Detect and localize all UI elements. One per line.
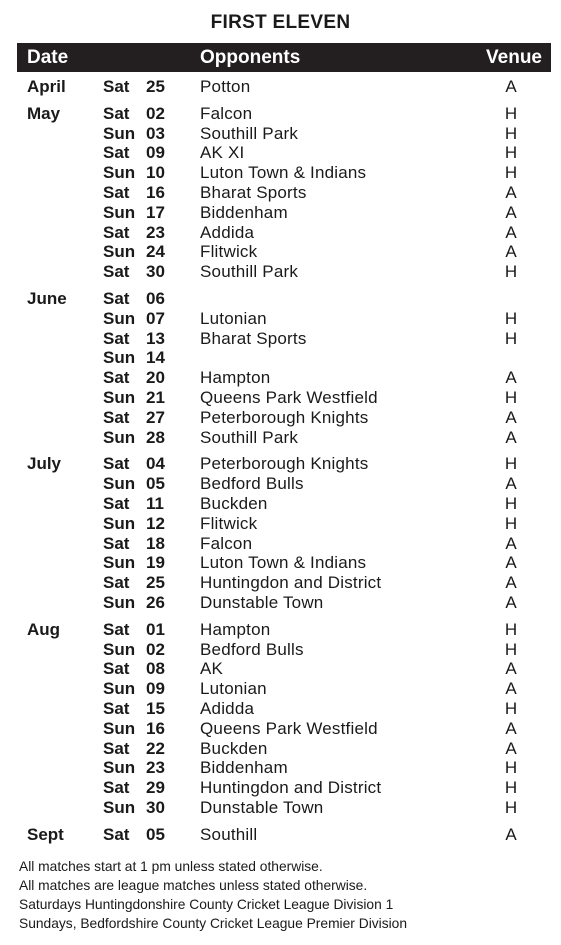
fixture-venue: A	[505, 77, 517, 96]
fixture-date: 07	[146, 308, 165, 328]
table-row	[0, 104, 561, 124]
fixture-opponent: Southill Park	[200, 123, 299, 143]
fixture-date: 30	[146, 262, 165, 282]
fixture-day: Sat	[103, 368, 130, 388]
fixture-opponent: Bedford Bulls	[200, 639, 304, 659]
table-row	[0, 223, 561, 243]
fixture-opponent: Southill	[200, 824, 258, 844]
fixture-venue: A	[505, 222, 517, 242]
fixture-date: 05	[146, 474, 165, 494]
fixture-date: 01	[146, 619, 165, 639]
footnote: Sundays, Bedfordshire County Cricket League Premier Division	[19, 916, 408, 931]
fixture-date: 27	[146, 407, 165, 427]
fixture-date: 12	[146, 513, 165, 533]
table-row	[0, 203, 561, 223]
month-label: June	[27, 288, 67, 308]
fixture-opponent: Dunstable Town	[200, 592, 324, 612]
month-label: July	[27, 454, 62, 474]
fixture-opponent: Adidda	[200, 698, 255, 718]
fixture-venue: H	[504, 778, 518, 798]
fixture-opponent: Southill Park	[200, 262, 299, 282]
fixture-day: Sat	[103, 288, 130, 308]
fixture-venue: H	[504, 797, 518, 817]
fixture-opponent: Buckden	[200, 493, 268, 513]
fixture-day: Sat	[103, 143, 130, 163]
fixture-venue: H	[504, 493, 518, 513]
fixture-venue: H	[504, 103, 518, 123]
fixture-date: 03	[146, 123, 165, 143]
footnotes	[19, 857, 407, 933]
table-row	[0, 798, 561, 818]
table-row	[0, 388, 561, 408]
fixture-opponent: Peterborough Knights	[200, 454, 369, 474]
table-row	[0, 454, 561, 474]
fixture-date: 26	[146, 592, 165, 612]
fixture-day: Sun	[103, 348, 136, 368]
fixture-day: Sun	[103, 202, 136, 222]
fixture-date: 23	[146, 758, 165, 778]
table-row	[0, 514, 561, 534]
fixture-day: Sun	[103, 242, 136, 262]
fixture-date: 08	[146, 659, 165, 679]
table-row	[0, 289, 561, 309]
table-row	[0, 183, 561, 203]
fixture-opponent: Dunstable Town	[200, 797, 324, 817]
fixture-date: 15	[146, 698, 165, 718]
fixture-date: 16	[146, 182, 165, 202]
fixture-opponent: Huntingdon and District	[200, 778, 382, 798]
month-label: Aug	[27, 619, 61, 639]
fixture-venue: H	[504, 123, 518, 143]
fixture-opponent: Falcon	[200, 103, 253, 123]
table-row	[0, 77, 561, 97]
fixture-day: Sat	[103, 103, 130, 123]
fixture-day: Sun	[103, 758, 136, 778]
fixture-venue: A	[505, 407, 517, 427]
fixture-venue: H	[504, 513, 518, 533]
fixture-venue: H	[504, 454, 518, 474]
fixture-venue: H	[504, 639, 518, 659]
footnote: Saturdays Huntingdonshire County Cricket League Division 1	[19, 897, 394, 912]
footnote: All matches start at 1 pm unless stated otherwise.	[19, 859, 323, 874]
fixture-day: Sun	[103, 797, 136, 817]
fixture-opponent: Bharat Sports	[200, 182, 307, 202]
fixture-date: 02	[146, 639, 165, 659]
fixture-day: Sat	[103, 493, 130, 513]
table-row	[0, 758, 561, 778]
fixture-opponent: Biddenham	[200, 202, 288, 222]
table-row	[0, 242, 561, 262]
table-row	[0, 124, 561, 144]
fixture-date: 30	[146, 797, 165, 817]
fixture-day: Sat	[103, 659, 130, 679]
fixture-venue: H	[504, 163, 518, 183]
fixture-date: 29	[146, 778, 165, 798]
fixture-date: 18	[146, 533, 165, 553]
fixture-opponent: Lutonian	[200, 308, 267, 328]
fixture-date: 25	[146, 77, 165, 96]
month-label: May	[27, 103, 61, 123]
fixture-opponent: Queens Park Westfield	[200, 387, 378, 407]
fixture-date: 10	[146, 163, 165, 183]
fixture-opponent: AK XI	[200, 143, 245, 163]
fixture-venue: A	[505, 202, 517, 222]
table-row	[0, 474, 561, 494]
fixture-venue: A	[505, 718, 517, 738]
table-row	[0, 408, 561, 428]
fixture-opponent: AK	[200, 659, 224, 679]
fixture-venue: H	[504, 143, 518, 163]
table-row	[0, 309, 561, 329]
fixture-opponent: Buckden	[200, 738, 268, 758]
table-row	[0, 620, 561, 640]
table-row	[0, 143, 561, 163]
fixture-venue: A	[505, 738, 517, 758]
fixture-date: 04	[146, 454, 165, 474]
fixture-opponent: Addida	[200, 222, 255, 242]
fixture-date: 25	[146, 573, 165, 593]
table-row	[0, 659, 561, 679]
fixture-day: Sat	[103, 533, 130, 553]
fixture-date: 23	[146, 222, 165, 242]
fixture-day: Sat	[103, 698, 130, 718]
fixture-day: Sat	[103, 454, 130, 474]
fixture-day: Sat	[103, 824, 130, 844]
fixture-opponent: Peterborough Knights	[200, 407, 369, 427]
table-row	[0, 262, 561, 282]
fixture-venue: A	[505, 553, 517, 573]
table-row	[0, 494, 561, 514]
header-opponents: Opponents	[200, 47, 301, 68]
table-row	[0, 163, 561, 183]
table-row	[0, 778, 561, 798]
fixture-day: Sat	[103, 328, 130, 348]
fixture-date: 09	[146, 679, 165, 699]
fixture-venue: H	[504, 328, 518, 348]
fixture-date: 14	[146, 348, 165, 368]
fixture-opponent: Queens Park Westfield	[200, 718, 378, 738]
fixture-venue: A	[505, 474, 517, 494]
fixture-list	[0, 77, 561, 844]
fixture-opponent: Luton Town & Indians	[200, 163, 367, 183]
fixture-venue: H	[504, 262, 518, 282]
fixture-day: Sun	[103, 474, 136, 494]
table-row	[0, 553, 561, 573]
fixture-day: Sun	[103, 639, 136, 659]
fixture-date: 13	[146, 328, 165, 348]
table-row	[0, 368, 561, 388]
fixture-day: Sun	[103, 308, 136, 328]
header-venue: Venue	[486, 47, 542, 68]
fixture-venue: H	[504, 619, 518, 639]
fixture-date: 05	[146, 824, 165, 844]
fixture-date: 17	[146, 202, 165, 222]
table-row	[0, 593, 561, 613]
fixture-day: Sun	[103, 123, 136, 143]
fixture-date: 19	[146, 553, 165, 573]
fixture-venue: A	[505, 242, 517, 262]
fixture-day: Sat	[103, 77, 130, 96]
table-row	[0, 573, 561, 593]
fixture-venue: H	[504, 308, 518, 328]
fixture-day: Sun	[103, 387, 136, 407]
fixture-day: Sat	[103, 407, 130, 427]
table-row	[0, 428, 561, 448]
header-date: Date	[27, 47, 69, 68]
fixture-date: 28	[146, 427, 165, 447]
fixture-opponent: Huntingdon and District	[200, 573, 382, 593]
fixture-date: 16	[146, 718, 165, 738]
fixture-opponent: Hampton	[200, 368, 271, 388]
fixture-venue: A	[505, 533, 517, 553]
fixture-day: Sat	[103, 573, 130, 593]
fixture-opponent: Hampton	[200, 619, 271, 639]
fixture-date: 20	[146, 368, 165, 388]
fixture-day: Sat	[103, 222, 130, 242]
fixture-date: 24	[146, 242, 165, 262]
fixture-opponent: Luton Town & Indians	[200, 553, 367, 573]
fixture-day: Sat	[103, 738, 130, 758]
fixture-opponent: Flitwick	[200, 513, 258, 533]
fixture-date: 06	[146, 288, 165, 308]
fixture-day: Sun	[103, 427, 136, 447]
fixture-opponent: Bharat Sports	[200, 328, 307, 348]
fixture-opponent: Flitwick	[200, 242, 258, 262]
table-row	[0, 719, 561, 739]
fixture-venue: A	[505, 573, 517, 593]
table-row	[0, 534, 561, 554]
fixture-opponent: Southill Park	[200, 427, 299, 447]
table-row	[0, 348, 561, 368]
fixture-venue: A	[505, 427, 517, 447]
fixture-day: Sun	[103, 163, 136, 183]
fixture-day: Sat	[103, 778, 130, 798]
fixture-day: Sat	[103, 619, 130, 639]
fixture-date: 02	[146, 103, 165, 123]
table-row	[0, 739, 561, 759]
fixture-date: 22	[146, 738, 165, 758]
fixture-day: Sat	[103, 182, 130, 202]
fixture-venue: H	[504, 387, 518, 407]
table-row	[0, 699, 561, 719]
fixture-venue: A	[505, 679, 517, 699]
fixture-date: 21	[146, 387, 165, 407]
table-row	[0, 679, 561, 699]
fixture-opponent: Falcon	[200, 533, 253, 553]
fixture-opponent: Potton	[200, 77, 251, 96]
fixture-venue: A	[505, 592, 517, 612]
fixture-day: Sun	[103, 592, 136, 612]
fixture-venue: A	[505, 824, 517, 844]
table-row	[0, 640, 561, 660]
page-title: FIRST ELEVEN	[210, 12, 351, 33]
fixture-venue: A	[505, 182, 517, 202]
fixture-opponent: Bedford Bulls	[200, 474, 304, 494]
footnote: All matches are league matches unless stated otherwise.	[19, 878, 368, 893]
fixture-venue: A	[505, 659, 517, 679]
month-label: Sept	[27, 824, 64, 844]
fixture-date: 11	[146, 493, 164, 513]
fixture-opponent: Lutonian	[200, 679, 267, 699]
fixture-date: 09	[146, 143, 165, 163]
table-header	[17, 43, 551, 72]
table-row	[0, 329, 561, 349]
fixture-day: Sun	[103, 679, 136, 699]
table-row	[0, 825, 561, 845]
fixture-day: Sun	[103, 553, 136, 573]
fixture-day: Sun	[103, 513, 136, 533]
month-label: April	[27, 77, 66, 96]
fixture-venue: A	[505, 368, 517, 388]
fixture-opponent: Biddenham	[200, 758, 288, 778]
fixture-venue: H	[504, 698, 518, 718]
fixture-day: Sun	[103, 718, 136, 738]
fixture-day: Sat	[103, 262, 130, 282]
fixture-venue: H	[504, 758, 518, 778]
